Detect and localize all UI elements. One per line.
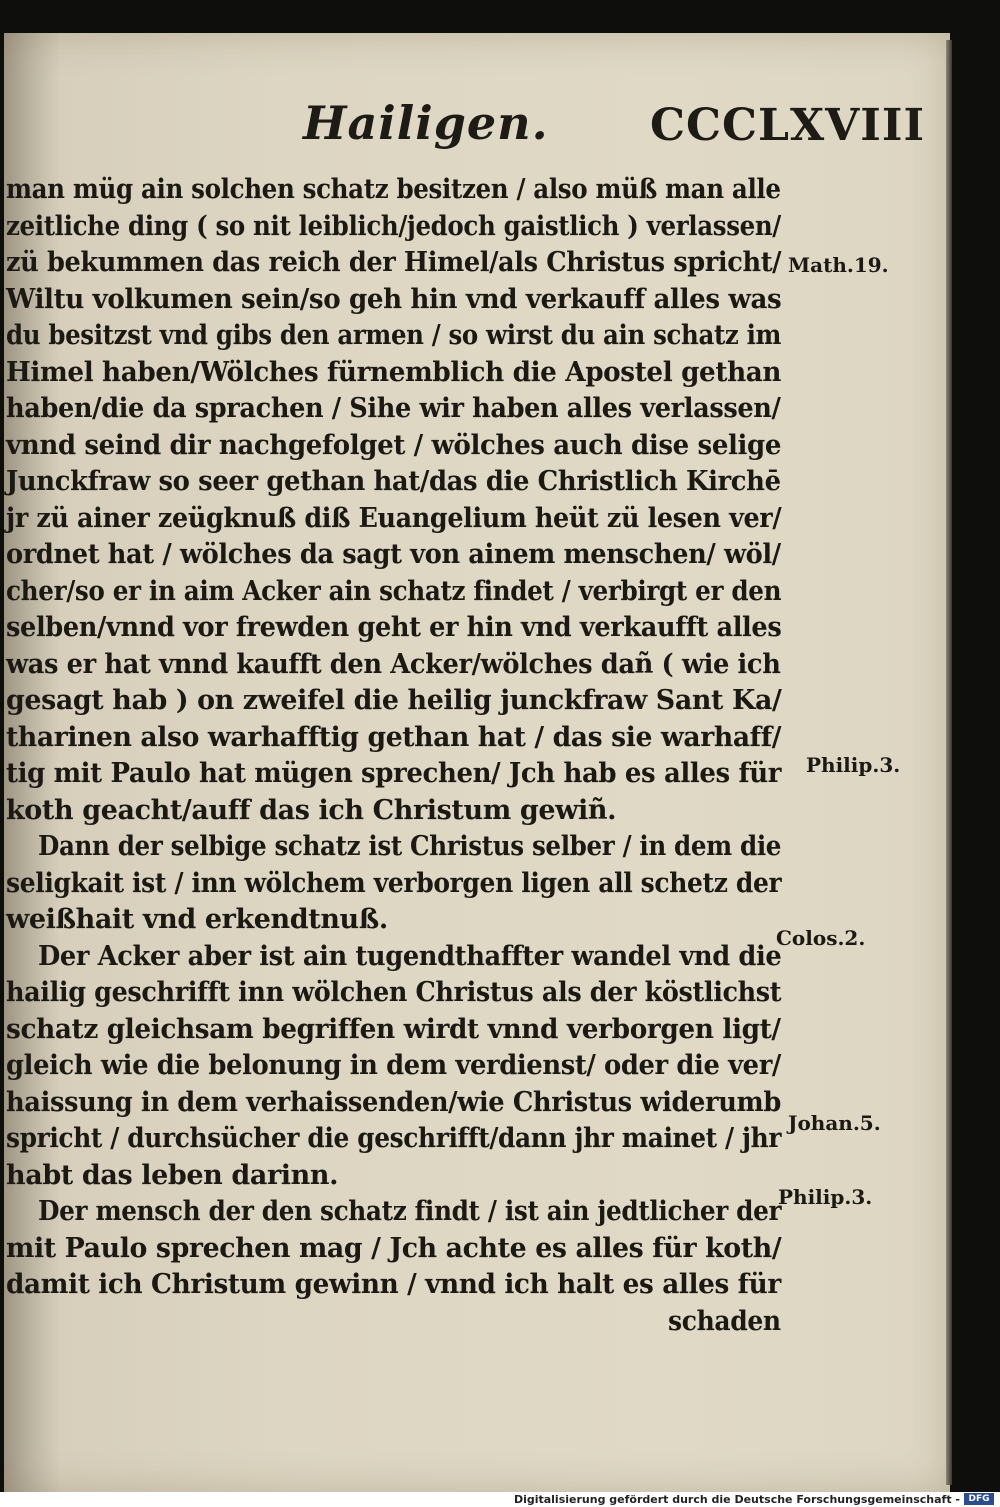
text-line: gesagt hab ) on zweifel die heilig junckfraw Sant Ka/ <box>6 685 782 716</box>
text-line: Der mensch der den schatz findt / ist ain jedtlicher der <box>38 1196 782 1227</box>
margin-note: Math.19. <box>788 253 889 277</box>
text-line: tharinen also warhafftig gethan hat / das sie warhaff/ <box>6 721 782 753</box>
text-line: spricht / durchsücher die geschrifft/dann jhr mainet / jhr <box>6 1123 782 1154</box>
text-line: was er hat vnnd kaufft den Acker/wölches dañ ( wie ich <box>6 648 781 680</box>
text-line: tig mit Paulo hat mügen sprechen/ Jch hab es alles für <box>6 758 782 789</box>
text-line: zü bekummen das reich der Himel/als Christus spricht/ <box>6 247 782 278</box>
text-line: koth geacht/auff das ich Christum gewiñ. <box>6 794 617 826</box>
text-line: schatz gleichsam begriffen wirdt vnnd verborgen ligt/ <box>6 1013 781 1045</box>
text-line: Der Acker aber ist ain tugendthaffter wandel vnd die <box>38 940 782 972</box>
text-line: haben/die da sprachen / Sihe wir haben alles verlassen/ <box>6 393 781 424</box>
text-line: weißhait vnd erkendtnuß. <box>6 904 388 935</box>
text-line: Dann der selbige schatz ist Christus selber / in dem die <box>38 831 782 862</box>
page-edge <box>946 40 952 1485</box>
text-line: vnnd seind dir nachgefolget / wölches auch dise selige <box>6 429 782 461</box>
catchword: schaden <box>668 1305 781 1337</box>
dfg-logo: DFG <box>964 1493 994 1505</box>
margin-note: Colos.2. <box>776 926 866 950</box>
text-line: Wiltu volkumen sein/so geh hin vnd verkauff alles was <box>6 283 782 315</box>
footer-bar <box>0 1492 1000 1507</box>
text-line: haissung in dem verhaissenden/wie Christus widerumb <box>6 1086 781 1118</box>
text-line: hailig geschrifft inn wölchen Christus als der köstlichst <box>6 977 782 1008</box>
text-line: Himel haben/Wölches fürnemblich die Apostel gethan <box>6 356 782 388</box>
text-line: Junckfraw so seer gethan hat/das die Christlich Kirchē <box>6 466 781 497</box>
text-line: seligkait ist / inn wölchem verborgen ligen all schetz der <box>6 867 782 899</box>
text-line: ordnet hat / wölches da sagt von ainem menschen/ wöl/ <box>6 539 781 570</box>
text-line: habt das leben darinn. <box>6 1159 339 1191</box>
folio-number: CCCLXVIII <box>650 100 926 151</box>
text-line: cher/so er in aim Acker ain schatz findet / verbirgt er den <box>6 575 782 607</box>
text-line: damit ich Christum gewinn / vnnd ich halt es alles für <box>6 1269 781 1300</box>
text-line: du besitzst vnd gibs den armen / so wirst du ain schatz im <box>6 320 782 351</box>
margin-note: Johan.5. <box>788 1111 881 1135</box>
margin-note: Philip.3. <box>778 1185 873 1209</box>
text-line: man müg ain solchen schatz besitzen / also müß man alle <box>6 174 781 205</box>
running-title: Hailigen. <box>303 96 549 150</box>
margin-note: Philip.3. <box>806 753 901 777</box>
funding-note: Digitalisierung gefördert durch die Deutsche Forschungsgemeinschaft - <box>513 1493 960 1506</box>
text-line: zeitliche ding ( so nit leiblich/jedoch gaistlich ) verlassen/ <box>6 210 781 242</box>
text-line: gleich wie die belonung in dem verdienst/ oder die ver/ <box>6 1050 781 1081</box>
text-line: mit Paulo sprechen mag / Jch achte es alles für koth/ <box>6 1232 782 1264</box>
text-line: selben/vnnd vor frewden geht er hin vnd verkaufft alles <box>6 612 782 643</box>
text-line: jr zü ainer zeügknuß diß Euangelium heüt zü lesen ver/ <box>6 502 782 534</box>
